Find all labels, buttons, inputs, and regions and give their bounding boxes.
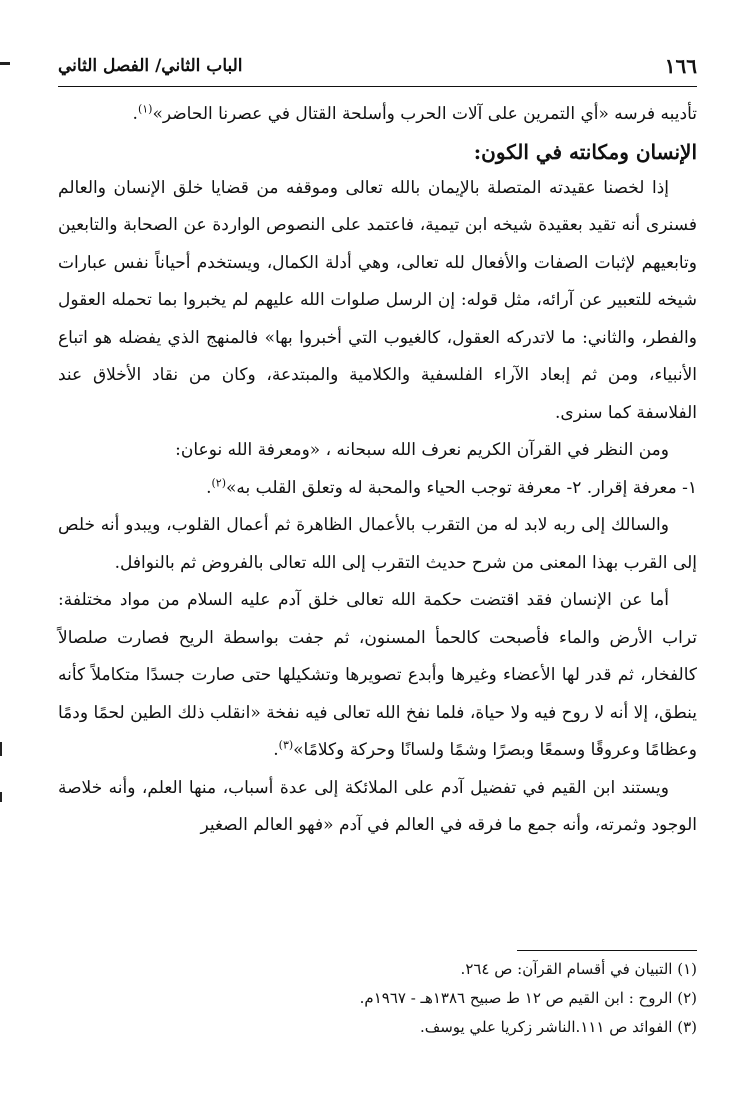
paragraph-5: والسالك إلى ربه لابد له من التقرب بالأعمال الظاهرة ثم أعمال القلوب، ويبدو أنه خلص إلى القرب بهذا المعنى من شرح حديث التقرب إلى الله تعالى بالفروض ثم بالنوافل. (58, 515, 697, 573)
scan-mark-1 (0, 742, 2, 756)
paragraph-7: ويستند ابن القيم في تفضيل آدم على الملائكة إلى عدة أسباب، منها العلم، وأنه خلاصة الوجود وثمرته، وأنه جمع ما فرقه في العالم في آدم «فهو العالم الصغير (58, 777, 697, 835)
paragraph-6: أما عن الإنسان فقد اقتضت حكمة الله تعالى خلق آدم عليه السلام من مواد مختلفة: تراب الأرض والماء فأصبحت كالحمأ المسنون، ثم جفت بواسطة الريح فصارت صلصالاً كالفخار، ثم قدر لها الأعضاء وغيرها وأبدع تصويرها وتشكيلها حتى صارت جسدًا متكاملاً كأنه ينطق، إلا أنه لا روح فيه ولا حياة، فلما نفخ الله تعالى فيه نفخة «انقلب ذلك الطين لحمًا ودمًا وعظامًا وعروقًا وسمعًا وبصرًا وشمًا ولسانًا وحركة وكلامًا»$^{(٣)}$. (58, 590, 697, 760)
footnote-rule (517, 950, 697, 951)
paragraph-4: ١- معرفة إقرار. ٢- معرفة توجب الحياء والمحبة له وتعلق القلب به»$^{(٢)}$. (206, 475, 697, 498)
footnote-3: (٣) الفوائد ص ١١١.الناشر زكريا علي يوسف. (419, 1018, 697, 1036)
header-rule (58, 86, 697, 87)
paragraph-2: إذا لخصنا عقيدته المتصلة بالإيمان بالله تعالى وموقفه من قضايا خلق الإنسان والعالم فسنرى أنه تقيد بعقيدة شيخه ابن تيمية، فاعتمد على النصوص الواردة عن الصحابة والتابعين وتابعيهم لإثبات الصفات والأفعال لله تعالى، وهي أدلة الكمال، ويستخدم أحياناً نفس عبارات شيخه للتعبير عن آرائه، مثل قوله: إن الرسل صلوات الله عليهم لم يخبروا بما تحمله العقول والفطر، والثاني: ما لاتدركه العقول، كالغيوب التي أخبروا بها» فالمنهج الذي يفضله هو اتباع الأنبياء، ومن ثم إبعاد الآراء الفلسفية والكلامية والمبتدعة، وكان من نقاد الأخلاق عند الفلاسفة كما سنرى. (58, 177, 697, 423)
footnote-ref-2: (٢) (211, 475, 226, 489)
footnote-ref-1: (١) (137, 102, 153, 116)
running-title: الباب الثاني/ الفصل الثاني (58, 56, 243, 76)
paragraph-3: ومن النظر في القرآن الكريم نعرف الله سبحانه ، «ومعرفة الله نوعان: (175, 440, 669, 460)
scan-mark-2 (0, 792, 2, 802)
footnote-1: (١) التبيان في أقسام القرآن: ص ٢٦٤. (460, 960, 697, 978)
section-heading: الإنسان ومكانته في الكون: (473, 139, 697, 164)
footnote-2: (٢) الروح : ابن القيم ص ١٢ ط صبيح ١٣٨٦هـ - ١٩٦٧م. (359, 989, 697, 1007)
paragraph-1: تأديبه فرسه «أي التمرين على آلات الحرب وأسلحة القتال في عصرنا الحاضر»$^{(١)}$. (132, 102, 697, 124)
footnote-ref-3: (٣) (278, 738, 294, 752)
scan-mark-top (0, 62, 10, 65)
page-header (58, 46, 697, 86)
footnotes (58, 955, 697, 1042)
page-body (58, 96, 697, 845)
page-number: ١٦٦ (664, 54, 697, 78)
